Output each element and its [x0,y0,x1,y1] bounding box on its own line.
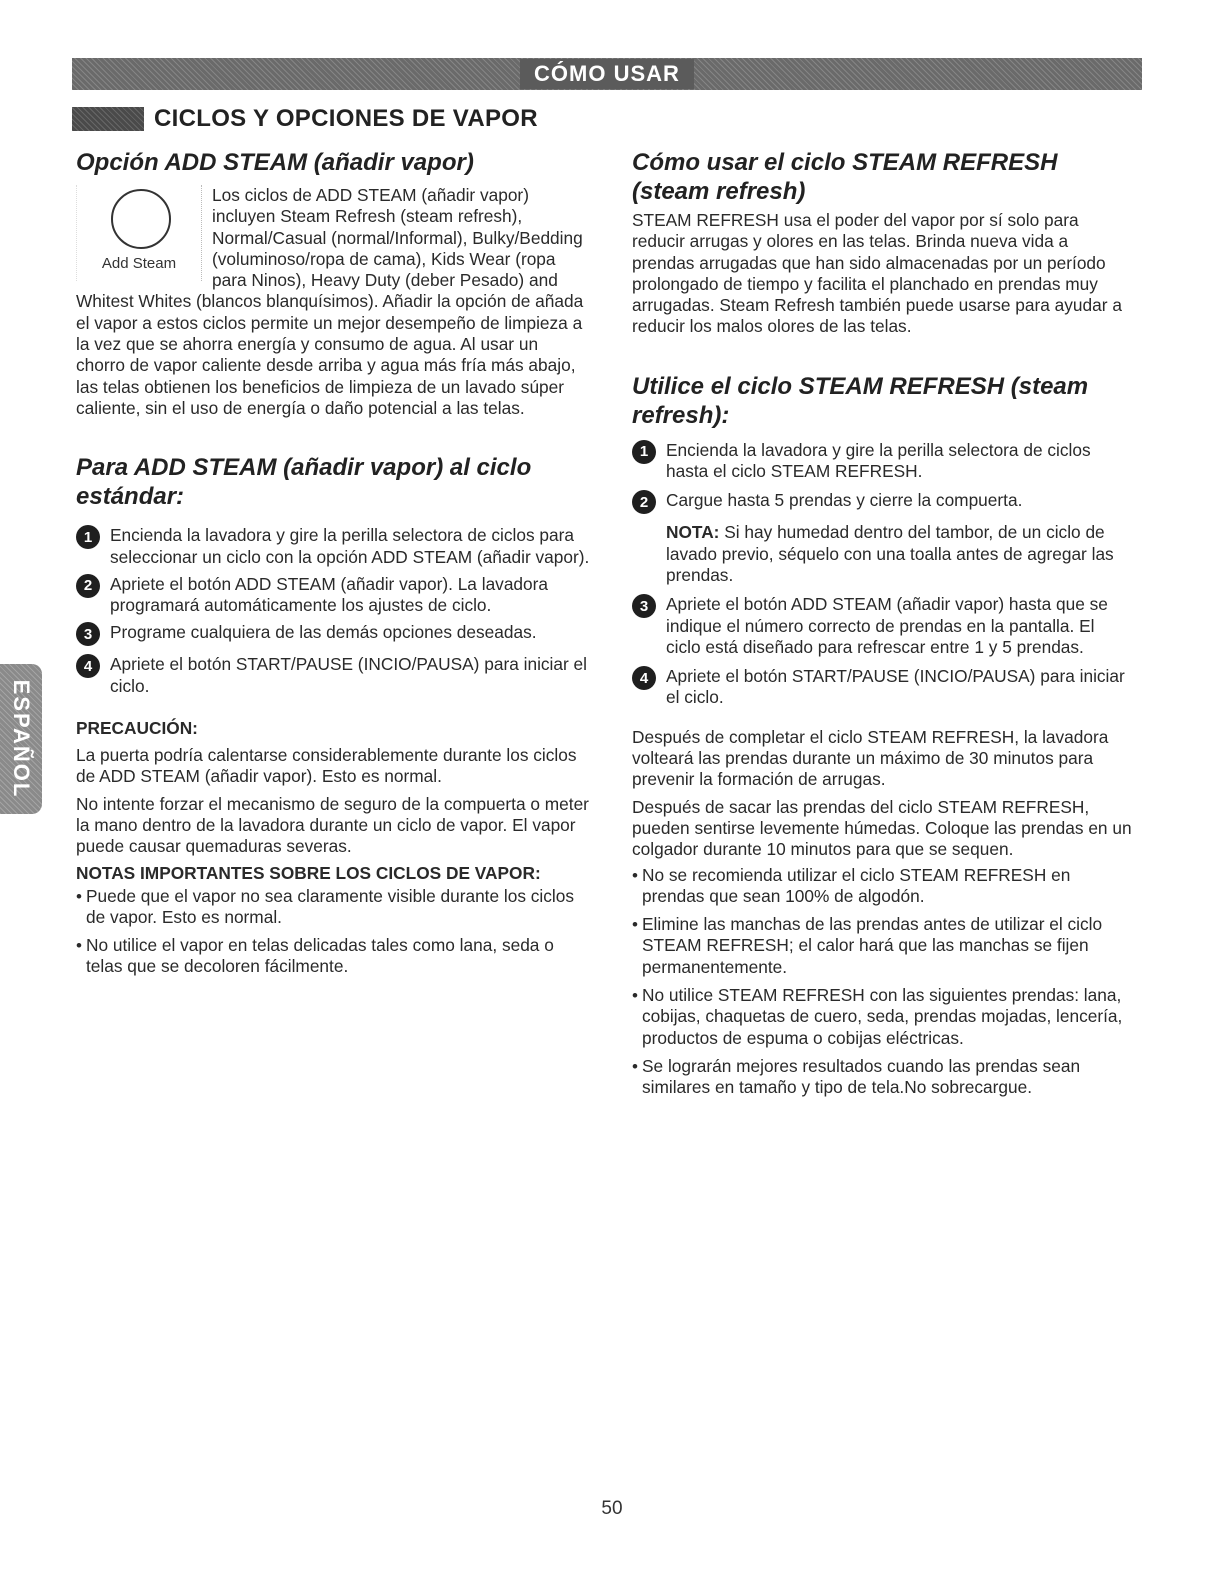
section-marker [72,107,144,131]
step-text: Encienda la lavadora y gire la perilla selectora de ciclos hasta el ciclo STEAM REFRESH. [666,439,1091,482]
notes-title: NOTAS IMPORTANTES SOBRE LOS CICLOS DE VAPOR: [76,862,541,883]
step-item [632,666,1132,709]
step-item [632,490,1132,514]
right-column [632,148,1132,1106]
header-banner [72,58,1142,90]
language-side-tab [0,664,42,814]
step-number-icon: 4 [632,666,656,690]
step-item [76,574,590,617]
step-text: Cargue hasta 5 prendas y cierre la compuerta. [666,490,1023,511]
step-item [632,440,1132,483]
note-label: NOTA: [666,522,720,543]
step-text: Encienda la lavadora y gire la perilla selectora de ciclos para seleccionar un ciclo con la opción ADD STEAM (añadir vapor). [110,525,590,567]
add-steam-intro-text: Los ciclos de ADD STEAM (añadir vapor) incluyen Steam Refresh (steam refresh), Normal/Casual (normal/Informal), Bulky/Bedding (voluminoso/ropa de cama), Kids Wear (ropa para Ninos), Heavy Duty (deber Pesado) and Whitest Whites (blancos blanquísimos). Añadir la opción de añada el vapor a estos ciclos permite un mejor desempeño de limpieza a la vez que se ahorra energía y consumo de agua. Al usar un chorro de vapor caliente desde arriba y agua más fría más abajo, las telas obtienen los beneficios de limpieza de un lavado súper caliente, sin el uso de energía o daño potencial a las telas. [76,185,584,418]
list-item: • Se lograrán mejores resultados cuando las prendas sean similares en tamaño y tipo de tela.No sobrecargue. [632,1056,1132,1099]
bullet-text: Se lograrán mejores resultados cuando las prendas sean similares en tamaño y tipo de tela.No sobrecargue. [642,1055,1081,1098]
add-steam-intro [76,185,590,419]
section-heading [72,105,538,133]
caution-text-1: La puerta podría calentarse considerablemente durante los ciclos de ADD STEAM (añadir vapor). Esto es normal. [76,745,577,787]
use-steam-refresh-heading: Utilice el ciclo STEAM REFRESH (steam refresh): [632,372,1089,429]
add-steam-steps [76,525,590,697]
step-item [632,594,1132,658]
bullet-text: No se recomienda utilizar el ciclo STEAM REFRESH en prendas que sean 100% de algodón. [642,864,1071,906]
step-item [76,654,590,697]
after-cycle-text-2: Después de sacar las prendas del ciclo STEAM REFRESH, pueden sentirse levemente húmedas. Coloque las prendas en un colgador durante 10 minutos para que se sequen. [632,796,1132,860]
language-label: ESPAÑOL [9,679,34,799]
steam-refresh-heading: Cómo usar el ciclo STEAM REFRESH (steam refresh) [632,149,1058,205]
list-item: • Puede que el vapor no sea claramente visible durante los ciclos de vapor. Esto es normal. [76,886,590,929]
list-item: • Elimine las manchas de las prendas antes de utilizar el ciclo STEAM REFRESH; el calor hará que las manchas se fijen permanentemente. [632,914,1132,978]
step-text: Apriete el botón ADD STEAM (añadir vapor) hasta que se indique el número correcto de prendas en la pantalla. El ciclo está diseñado para refrescar entre 1 y 5 prendas. [666,594,1108,657]
note-text: No utilice el vapor en telas delicadas tales como lana, seda o telas que se decoloren fácilmente. [86,935,554,977]
add-steam-button-label: Add Steam [101,255,177,272]
section-title: CICLOS Y OPCIONES DE VAPOR [154,105,538,132]
step-number-icon: 2 [632,490,656,514]
step-number-icon: 3 [632,594,656,618]
page-number: 50 [601,1498,623,1519]
add-steam-button-illustration [76,185,202,281]
step-text: Apriete el botón START/PAUSE (INCIO/PAUSA) para iniciar el ciclo. [666,666,1125,708]
list-item: • No utilice STEAM REFRESH con las siguientes prendas: lana, cobijas, chaquetas de cuero, seda, prendas mojadas, lencería, productos de espuma o cobijas eléctricas. [632,985,1132,1049]
step-text: Apriete el botón START/PAUSE (INCIO/PAUSA) para iniciar el ciclo. [110,654,588,696]
notes-list [76,886,590,978]
add-steam-standard-heading: Para ADD STEAM (añadir vapor) al ciclo estándar: [76,454,532,511]
steam-refresh-intro: STEAM REFRESH usa el poder del vapor por sí solo para reducir arrugas y olores en las telas. Brinda nueva vida a prendas arrugadas que han sido almacenadas por un período prolongado de tiempo y facilita el planchado en prendas muy arrugadas. Steam Refresh también puede usarse para ayudar a reducir los malos olores de las telas. [632,210,1122,337]
step-number-icon: 1 [76,525,100,549]
left-column [76,148,590,985]
bullet-text: No utilice STEAM REFRESH con las siguientes prendas: lana, cobijas, chaquetas de cuero, seda, prendas mojadas, lencería, productos de espuma o cobijas eléctricas. [642,985,1123,1048]
step-number-icon: 3 [76,622,100,646]
banner-title: CÓMO USAR [520,59,694,89]
add-steam-heading: Opción ADD STEAM (añadir vapor) [76,149,474,176]
step-note [666,522,1132,586]
bullet-text: Elimine las manchas de las prendas antes de utilizar el ciclo STEAM REFRESH; el calor hará que las manchas se fijen permanentemente. [642,914,1103,977]
list-item: • No utilice el vapor en telas delicadas tales como lana, seda o telas que se decoloren fácilmente. [76,935,590,978]
step-text: Apriete el botón ADD STEAM (añadir vapor). La lavadora programará automáticamente los ajustes de ciclo. [110,573,549,616]
caution-title: PRECAUCIÓN: [76,718,198,739]
step-number-icon: 4 [76,654,100,678]
step-number-icon: 1 [632,440,656,464]
add-steam-button-icon [111,189,171,249]
note-text: Si hay humedad dentro del tambor, de un ciclo de lavado previo, séquelo con una toalla antes de agregar las prendas. [666,522,1114,585]
note-paragraph [666,522,1132,586]
after-cycle-text-1: Después de completar el ciclo STEAM REFRESH, la lavadora volteará las prendas durante un máximo de 30 minutos para prevenir la formación de arrugas. [632,726,1109,790]
list-item: • No se recomienda utilizar el ciclo STEAM REFRESH en prendas que sean 100% de algodón. [632,865,1132,908]
steam-refresh-bullets [632,865,1132,1099]
caution-text-2: No intente forzar el mecanismo de seguro de la compuerta o meter la mano dentro de la lavadora durante un ciclo de vapor. El vapor puede causar quemaduras severas. [76,793,589,857]
step-item [76,525,590,568]
steam-refresh-steps [632,440,1132,709]
note-text: Puede que el vapor no sea claramente visible durante los ciclos de vapor. Esto es normal. [86,885,575,927]
step-text: Programe cualquiera de las demás opciones deseadas. [110,622,537,643]
step-number-icon: 2 [76,574,100,598]
step-item [76,622,590,646]
